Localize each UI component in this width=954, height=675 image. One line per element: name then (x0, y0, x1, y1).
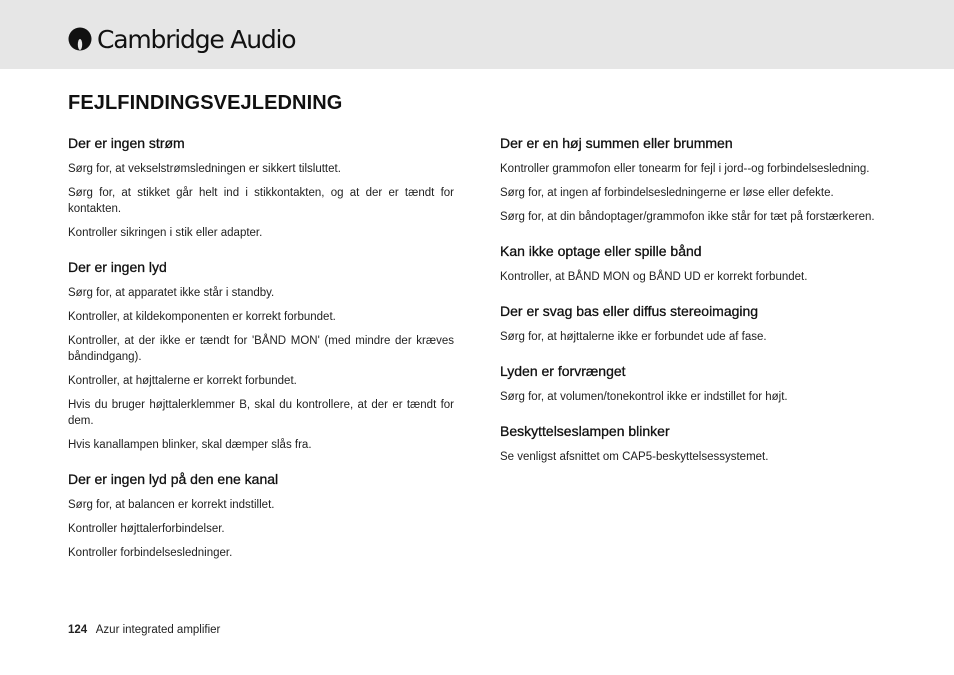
right-column (500, 134, 886, 482)
cambridge-audio-logo-icon (68, 27, 92, 51)
left-column (68, 134, 454, 578)
page-title: FEJLFINDINGSVEJLEDNING (68, 92, 343, 114)
section-paragraph: Sørg for, at din båndoptager/grammofon ikke står for tæt på forstærkeren. (500, 211, 875, 223)
section-heading: Kan ikke optage eller spille bånd (500, 243, 702, 259)
troubleshooting-section (500, 134, 886, 225)
troubleshooting-section (68, 134, 454, 241)
section-paragraph: Kontroller, at kildekomponenten er korrekt forbundet. (68, 311, 336, 323)
brand-name: Cambridge Audio (97, 24, 296, 54)
section-paragraph: Hvis kanallampen blinker, skal dæmper slås fra. (68, 439, 312, 451)
section-heading: Der er ingen lyd på den ene kanal (68, 471, 279, 487)
section-paragraph: Kontroller grammofon eller tonearm for fejl i jord--og forbindelsesledning. (500, 163, 870, 175)
section-paragraph: Hvis du bruger højttalerklemmer B, skal du kontrollere, at der er tændt for dem. (68, 399, 454, 427)
troubleshooting-section (500, 422, 886, 465)
page-footer (68, 624, 220, 636)
troubleshooting-section (68, 470, 454, 561)
section-paragraph: Sørg for, at balancen er korrekt indstillet. (68, 499, 275, 511)
section-heading: Der er ingen lyd (68, 259, 167, 275)
troubleshooting-section (500, 362, 886, 405)
section-paragraph: Se venligst afsnittet om CAP5-beskyttelsessystemet. (500, 451, 769, 463)
section-paragraph: Sørg for, at ingen af forbindelsesledningerne er løse eller defekte. (500, 187, 834, 199)
section-paragraph: Sørg for, at apparatet ikke står i standby. (68, 287, 275, 299)
section-paragraph: Kontroller forbindelsesledninger. (68, 547, 233, 559)
troubleshooting-section (500, 302, 886, 345)
section-paragraph: Kontroller, at der ikke er tændt for 'BÅND MON' (med mindre der kræves båndindgang). (68, 335, 454, 363)
product-name: Azur integrated amplifier (95, 624, 221, 636)
section-heading: Der er svag bas eller diffus stereoimaging (500, 303, 759, 319)
section-heading: Der er ingen strøm (68, 135, 185, 151)
section-paragraph: Kontroller, at BÅND MON og BÅND UD er korrekt forbundet. (500, 271, 808, 283)
section-paragraph: Sørg for, at stikket går helt ind i stikkontakten, og at der er tændt for kontakten. (68, 187, 454, 215)
section-paragraph: Sørg for, at højttalerne ikke er forbundet ude af fase. (500, 331, 767, 343)
section-paragraph: Kontroller højttalerforbindelser. (68, 523, 225, 535)
section-paragraph: Sørg for, at volumen/tonekontrol ikke er indstillet for højt. (500, 391, 788, 403)
troubleshooting-section (500, 242, 886, 285)
section-paragraph: Kontroller sikringen i stik eller adapter. (68, 227, 263, 239)
section-paragraph: Kontroller, at højttalerne er korrekt forbundet. (68, 375, 297, 387)
section-heading: Der er en høj summen eller brummen (500, 135, 733, 151)
section-heading: Beskyttelseslampen blinker (500, 423, 670, 439)
section-paragraph: Sørg for, at vekselstrømsledningen er sikkert tilsluttet. (68, 163, 341, 175)
troubleshooting-section (68, 258, 454, 453)
page-number: 124 (68, 624, 88, 636)
brand-logo (68, 22, 295, 56)
section-heading: Lyden er forvrænget (500, 363, 626, 379)
